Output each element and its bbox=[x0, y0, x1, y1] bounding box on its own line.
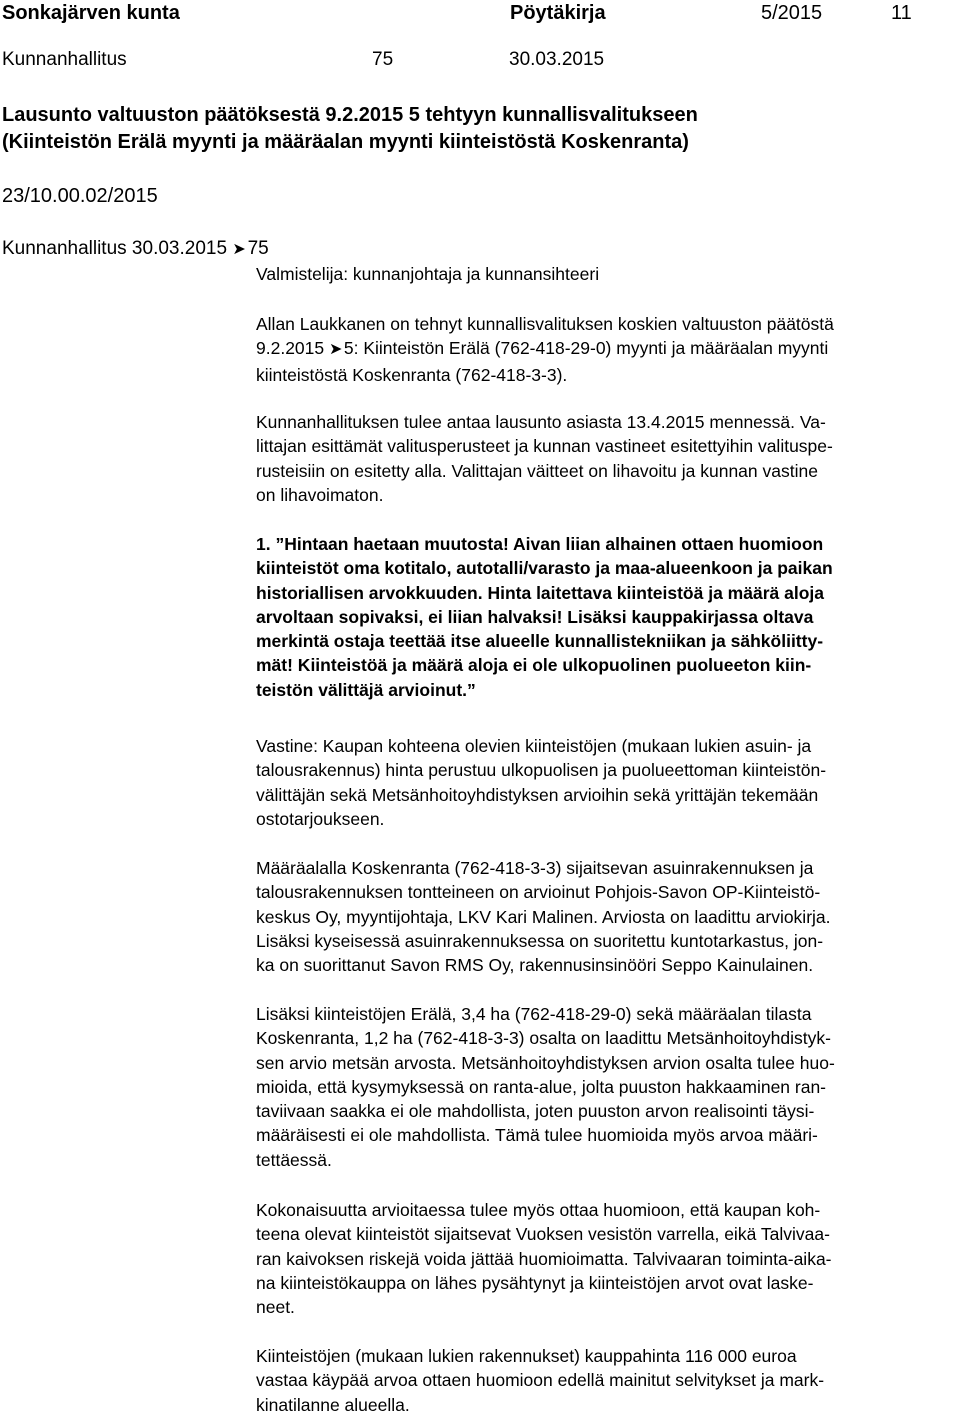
title-line-1: Lausunto valtuuston päätöksestä 9.2.2015 5 tehtyyn kunnallisvalitukseen bbox=[2, 104, 698, 126]
koskenranta-paragraph bbox=[256, 856, 956, 977]
paragraph-line: mioida, että kysymyksessä on ranta-alue, jolta puuston hakkaaminen ran- bbox=[256, 1076, 827, 1097]
intro-date: 9.2.2015 bbox=[256, 338, 325, 359]
paragraph-line: talousrakennuksen tontteineen on arvioinut Pohjois-Savon OP-Kiinteistö- bbox=[256, 882, 821, 903]
claim-line: arvoltaan sopivaksi, ei liian halvaksi! Lisäksi kauppakirjassa oltava bbox=[256, 606, 814, 627]
section-arrow-icon: ➤ bbox=[232, 241, 246, 258]
paragraph-line: neet. bbox=[256, 1297, 295, 1318]
meeting-line bbox=[2, 236, 269, 263]
section-number: 75 bbox=[372, 49, 394, 70]
section-arrow-icon: ➤ bbox=[329, 341, 343, 359]
paragraph-line: Määräalalla Koskenranta (762-418-3-3) sijaitsevan asuinrakennuksen ja bbox=[256, 858, 814, 878]
claim-line: historiallisen arvokkuuden. Hinta laitettava kiinteistöä ja määrä aloja bbox=[256, 582, 824, 603]
intro-paragraph bbox=[256, 312, 956, 387]
claim-line: merkintä ostaja teettää itse alueelle kunnallistekniikan ja sähköliitty- bbox=[256, 631, 824, 652]
paragraph-line: keskus Oy, myyntijohtaja, LKV Kari Malinen. Arviosta on laadittu arviokirja. bbox=[256, 906, 831, 927]
paragraph-line: Kokonaisuutta arvioitaessa tulee myös ottaa huomioon, että kaupan koh- bbox=[256, 1200, 821, 1220]
document-title bbox=[2, 102, 698, 156]
overall-paragraph bbox=[256, 1198, 956, 1319]
meeting-text: Kunnanhallitus 30.03.2015 bbox=[2, 238, 228, 259]
page-number: 11 bbox=[891, 2, 912, 24]
paragraph-line: ka on suorittanut Savon RMS Oy, rakennusinsinööri Seppo Kainulainen. bbox=[256, 955, 814, 976]
body-name: Kunnanhallitus bbox=[2, 49, 127, 70]
paragraph-line: teena olevat kiinteistöt sijaitsevat Vuoksen vesistön varrella, eikä Talvivaa- bbox=[256, 1224, 830, 1245]
paragraph-line: Koskenranta, 1,2 ha (762-418-3-3) osalta on laadittu Metsänhoitoyhdistyk- bbox=[256, 1028, 831, 1049]
claim-line: kiinteistöt oma kotitalo, autotalli/varasto ja maa-alueenkoon ja paikan bbox=[256, 558, 833, 579]
paragraph-line: kinatilanne alueella. bbox=[256, 1394, 410, 1415]
claim-line: teistön välittäjä arvioinut.” bbox=[256, 679, 476, 700]
claim-line: mät! Kiinteistöä ja määrä aloja ei ole ulkopuolinen puolueeton kiin- bbox=[256, 655, 812, 676]
paragraph-line: on lihavoimaton. bbox=[256, 484, 384, 505]
preparer-line: Valmistelija: kunnanjohtaja ja kunnansihteeri bbox=[256, 264, 600, 284]
paragraph-line: na kiinteistökauppa on lähes pysähtynyt ja kiinteistöjen arvot ovat laske- bbox=[256, 1272, 814, 1293]
forest-paragraph bbox=[256, 1002, 956, 1172]
intro-line-2-text: 5: Kiinteistön Erälä (762-418-29-0) myynti ja määräalan myynti bbox=[343, 338, 829, 359]
paragraph-line: Vastine: Kaupan kohteena olevien kiinteistöjen (mukaan lukien asuin- ja bbox=[256, 736, 812, 756]
paragraph-line: taviivaan saakka ei ole mahdollista, joten puuston arvon realisointi täysi- bbox=[256, 1101, 815, 1122]
intro-line-1: Allan Laukkanen on tehnyt kunnallisvalituksen koskien valtuuston päätöstä bbox=[256, 314, 834, 334]
document-number: 5/2015 bbox=[761, 2, 823, 24]
paragraph-line: välittäjän sekä Metsänhoitoyhdistyksen arvioihin sekä yrittäjän tekemään bbox=[256, 784, 819, 805]
intro-line-3: kiinteistöstä Koskenranta (762-418-3-3). bbox=[256, 364, 568, 385]
price-paragraph bbox=[256, 1344, 956, 1417]
paragraph-line: rusteisiin on esitetty alla. Valittajan väitteet on lihavoitu ja kunnan vastine bbox=[256, 460, 818, 481]
claim-line: 1. ”Hintaan haetaan muutosta! Aivan liian alhainen ottaen huomioon bbox=[256, 534, 824, 554]
paragraph-line: littajan esittämät valitusperusteet ja kunnan vastineet esitettyihin valituspe- bbox=[256, 436, 833, 457]
title-line-2: (Kiinteistön Erälä myynti ja määräalan myynti kiinteistöstä Koskenranta) bbox=[2, 131, 689, 153]
intro-line-2 bbox=[256, 336, 956, 362]
paragraph-line: Kunnanhallituksen tulee antaa lausunto asiasta 13.4.2015 mennessä. Va- bbox=[256, 412, 826, 432]
paragraph-line: Lisäksi kiinteistöjen Erälä, 3,4 ha (762-418-29-0) sekä määräalan tilasta bbox=[256, 1004, 812, 1024]
paragraph-line: ostotarjoukseen. bbox=[256, 808, 385, 829]
paragraph-line: vastaa käypää arvoa ottaen huomioon edellä mainitut selvitykset ja mark- bbox=[256, 1370, 825, 1391]
paragraph-line: Lisäksi kyseisessä asuinrakennuksessa on suoritettu kuntotarkastus, jon- bbox=[256, 930, 824, 951]
response-paragraph bbox=[256, 734, 956, 831]
paragraph-line: talousrakennus) hinta perustuu ulkopuolisen ja puolueettoman kiinteistön- bbox=[256, 760, 827, 781]
paragraph-line: tettäessä. bbox=[256, 1149, 332, 1170]
meeting-section: 75 bbox=[247, 238, 269, 259]
paragraph-line: sen arvio metsän arvosta. Metsänhoitoyhdistyksen arvion osalta tulee huo- bbox=[256, 1052, 835, 1073]
municipality-name: Sonkajärven kunta bbox=[2, 2, 180, 24]
claim-paragraph bbox=[256, 532, 956, 702]
paragraph-line: määräisesti ei ole mahdollista. Tämä tulee huomioida myös arvoa määri- bbox=[256, 1125, 818, 1146]
paragraph-line: ran kaivoksen riskejä voida jättää huomioimatta. Talvivaaran toiminta-aika- bbox=[256, 1248, 832, 1269]
diary-number: 23/10.00.02/2015 bbox=[2, 185, 158, 207]
document-type: Pöytäkirja bbox=[510, 2, 606, 24]
meeting-date: 30.03.2015 bbox=[509, 49, 605, 70]
request-paragraph bbox=[256, 410, 956, 507]
paragraph-line: Kiinteistöjen (mukaan lukien rakennukset) kauppahinta 116 000 euroa bbox=[256, 1346, 797, 1366]
